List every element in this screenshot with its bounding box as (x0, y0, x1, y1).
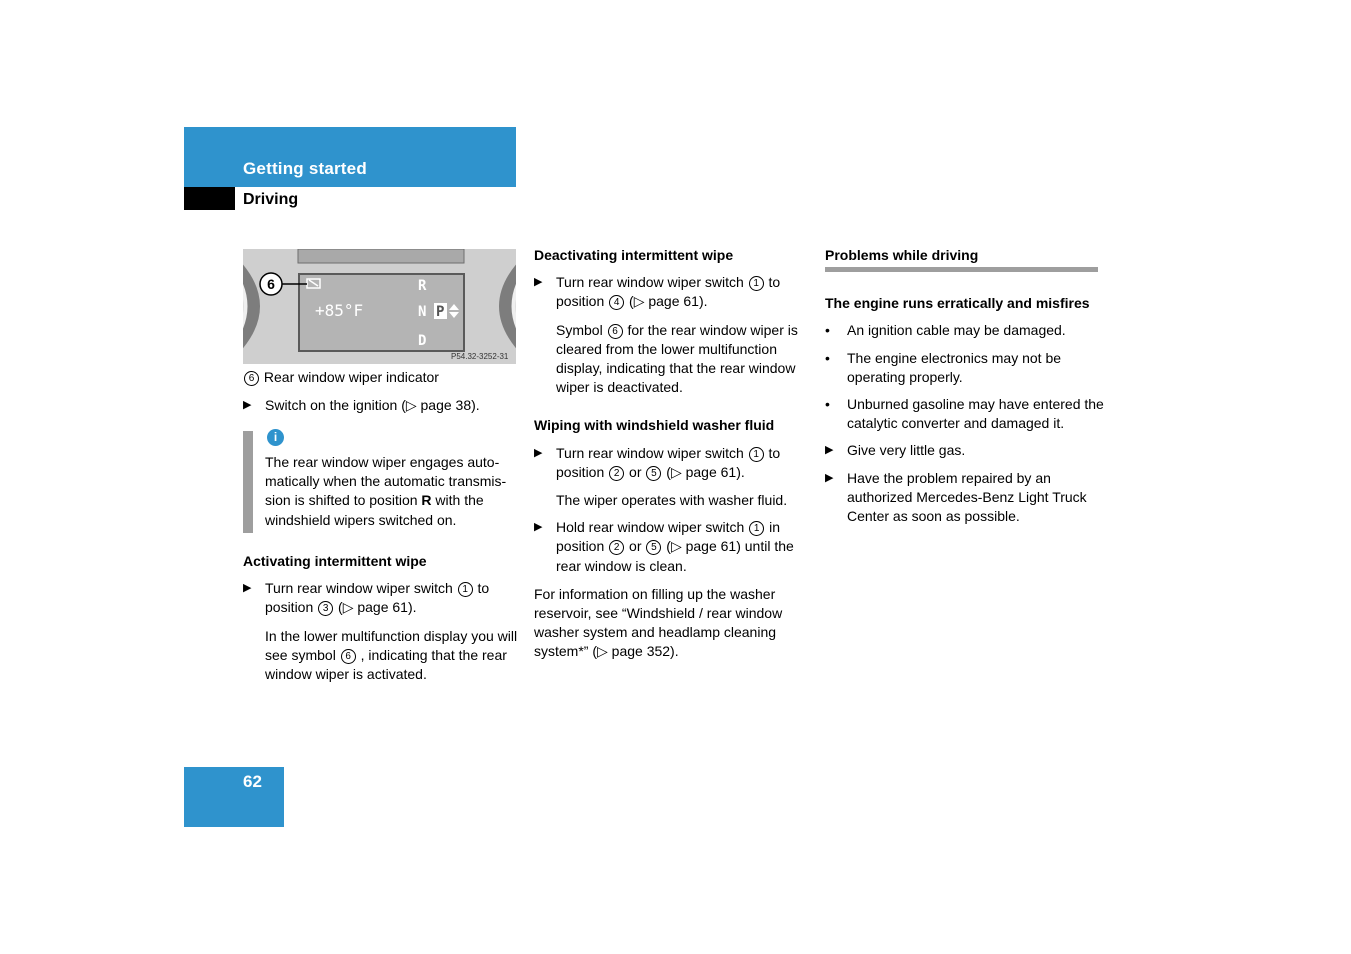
heading-problems: Problems while driving (825, 246, 1098, 272)
activate-result: In the lower multifunction display you will see symbol 6 , indicating that the rear window wiper is activated. (265, 627, 518, 683)
column-3 (825, 246, 1105, 526)
gear-r: R (418, 278, 427, 294)
instrument-cluster-drawing (243, 249, 516, 364)
arrow-bullet-icon: ▶ (825, 471, 834, 484)
step-repair: ▶ Have the problem repaired by an authorized Mercedes-Benz Light Truck Center as soon as possible. (825, 469, 1087, 525)
figure-callout: 6 (267, 276, 275, 292)
subsection-marker (184, 187, 235, 210)
washer-info: For information on filling up the washer reservoir, see “Windshield / rear window washer system and headlamp cleaning system*” (▷ page 352). (534, 585, 783, 660)
step-little-gas: ▶ Give very little gas. (825, 441, 1105, 460)
info-icon: i (267, 429, 284, 446)
cause-gasoline: • Unburned gasoline may have entered the catalytic converter and damaged it. (825, 396, 1104, 432)
arrow-bullet-icon: ▶ (534, 446, 543, 459)
arrow-bullet-icon: ▶ (534, 521, 543, 534)
arrow-bullet-icon: ▶ (825, 444, 834, 457)
gear-p: P (436, 304, 445, 320)
cause-ignition-cable: • An ignition cable may be damaged. (825, 322, 1066, 339)
step-deactivate: ▶ Turn rear window wiper switch 1 to position 4 (▷ page 61). (534, 274, 781, 310)
caption-text: Rear window wiper indicator (263, 369, 439, 385)
figure-code: P54.32-3252-31 (451, 352, 509, 361)
arrow-bullet-icon: ▶ (243, 399, 252, 411)
deactivate-result: Symbol 6 for the rear window wiper is cleared from the lower multifunction display, indicating that the rear window wiper is deactivated. (556, 321, 798, 396)
heading-washer: Wiping with windshield washer fluid (534, 417, 775, 434)
page-number-box (184, 767, 284, 827)
instrument-cluster-figure (243, 249, 516, 364)
step-activate: ▶ Turn rear window wiper switch 1 to position 3 (▷ page 61). (243, 580, 490, 616)
step-switch-ignition: ▶ Switch on the ignition (▷ page 38). (243, 396, 518, 415)
step-wash: ▶ Turn rear window wiper switch 1 to position 2 or 5 (▷ page 61). (534, 444, 781, 480)
gear-n: N (418, 304, 427, 320)
wash-result: The wiper operates with washer fluid. (556, 492, 788, 509)
heading-engine: The engine runs erratically and misfires (825, 295, 1090, 312)
heading-deactivating: Deactivating intermittent wipe (534, 247, 734, 263)
arrow-bullet-icon: ▶ (243, 582, 252, 595)
gear-d: D (418, 333, 427, 349)
figure-caption (243, 369, 439, 386)
step-hold: ▶ Hold rear window wiper switch 1 in position 2 or 5 (▷ page 61) until the rear window is clean. (534, 519, 794, 574)
cause-electronics: • The engine electronics may not be operating properly. (825, 349, 1062, 385)
section-title: Getting started (243, 159, 367, 178)
note-text: The rear window wiper engages auto-matically when the automatic transmis-sion is shifted to position R with the windshield wipers switched on. (265, 454, 507, 528)
arrow-bullet-icon: ▶ (534, 276, 543, 289)
column-1 (243, 396, 518, 415)
info-note (243, 431, 516, 533)
column-1-lower (243, 552, 518, 684)
subsection-title: Driving (243, 191, 299, 208)
caption-number: 6 (244, 371, 259, 386)
temperature-readout: +85°F (315, 301, 364, 320)
column-2 (534, 246, 809, 662)
page-number: 62 (243, 772, 262, 791)
note-bar (243, 431, 253, 533)
heading-activating: Activating intermittent wipe (243, 553, 427, 569)
